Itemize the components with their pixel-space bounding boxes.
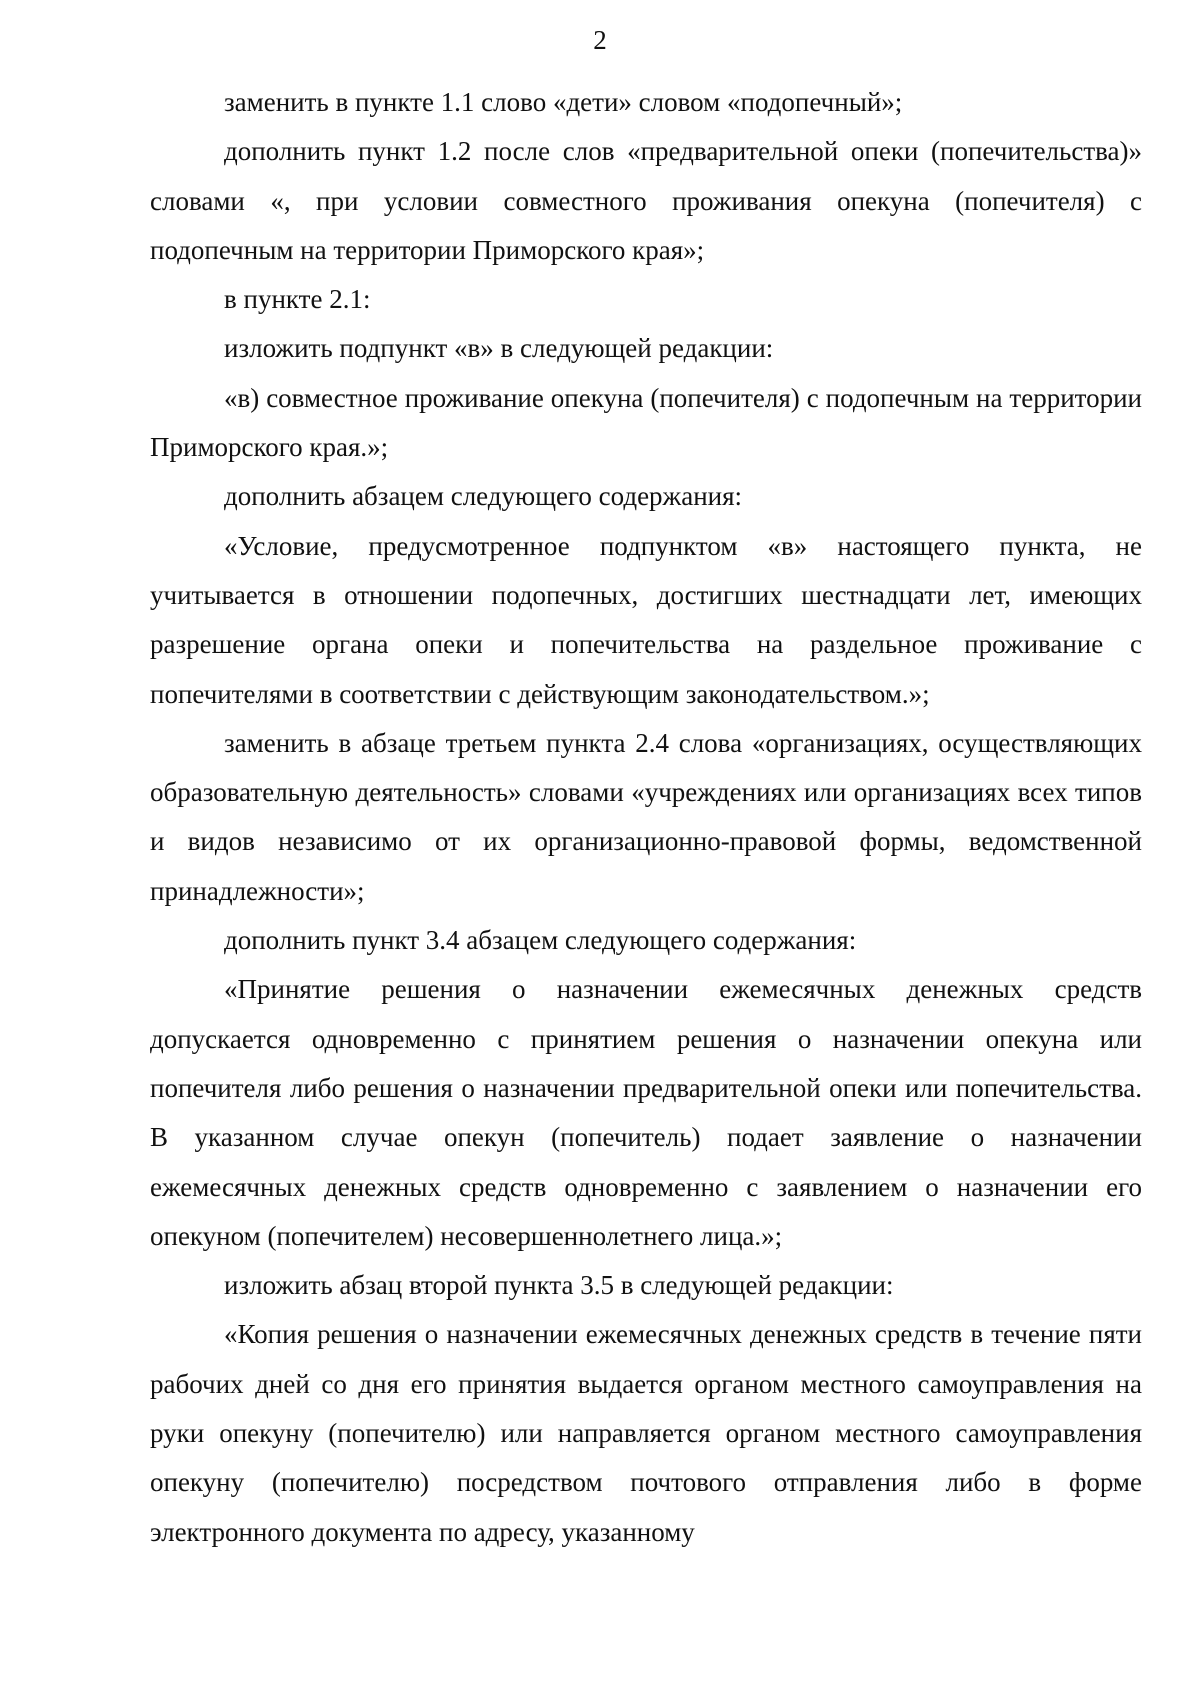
paragraph-supplement-3-4: дополнить пункт 3.4 абзацем следующего содержания: (224, 925, 857, 956)
page-number: 2 (593, 25, 607, 55)
paragraph-replace-word-1-1: заменить в пункте 1.1 слово «дети» словом «подопечный»; (224, 87, 903, 117)
paragraph-add-clause: дополнить абзацем следующего содержания: (224, 481, 743, 512)
paragraph-decision-text: «Принятие решения о назначении ежемесячных денежных средств допускается одновременно с принятием решения о назначении опекуна или попечителя либо решения о назначении предварительной опеки или попечительства. В указанном случае опекун (попечитель) подает заявление о назначении ежемесячных денежных средств одновременно с заявлением о назначении его опекуном (попечителем) несовершеннолетнего лица.»; (150, 974, 1142, 1251)
paragraph-restate-subpoint-v: изложить подпункт «в» в следующей редакции: (224, 333, 774, 364)
paragraph-replace-2-4: заменить в абзаце третьем пункта 2.4 слова «организациях, осуществляющих образовательную деятельность» словами «учреждениях или организациях всех типов и видов независимо от их организационно-правовой формы, ведомственной принадлежности»; (150, 727, 1142, 906)
document-body (150, 78, 1142, 1557)
paragraph-condition-text: «Условие, предусмотренное подпунктом «в» настоящего пункта, не учитывается в отношении подопечных, достигших шестнадцати лет, имеющих разрешение органа опеки и попечительства на раздельное проживание с попечителями в соответствии с действующим законодательством.»; (150, 530, 1142, 709)
paragraph-copy-decision-text: «Копия решения о назначении ежемесячных денежных средств в течение пяти рабочих дней со дня его принятия выдается органом местного самоуправления на руки опекуну (попечителю) или направляется органом местного самоуправления опекуну (попечителю) посредством почтового отправления либо в форме электронного документа по адресу, указанному (150, 1319, 1142, 1547)
paragraph-restate-3-5: изложить абзац второй пункта 3.5 в следующей редакции: (224, 1270, 894, 1301)
paragraph-supplement-1-2: дополнить пункт 1.2 после слов «предварительной опеки (попечительства)» словами «, при условии совместного проживания опекуна (попечителя) с подопечным на территории Приморского края»; (150, 136, 1142, 265)
paragraph-subpoint-v-text: «в) совместное проживание опекуна (попечителя) с подопечным на территории Приморского края.»; (150, 382, 1142, 463)
paragraph-point-2-1: в пункте 2.1: (224, 284, 371, 315)
